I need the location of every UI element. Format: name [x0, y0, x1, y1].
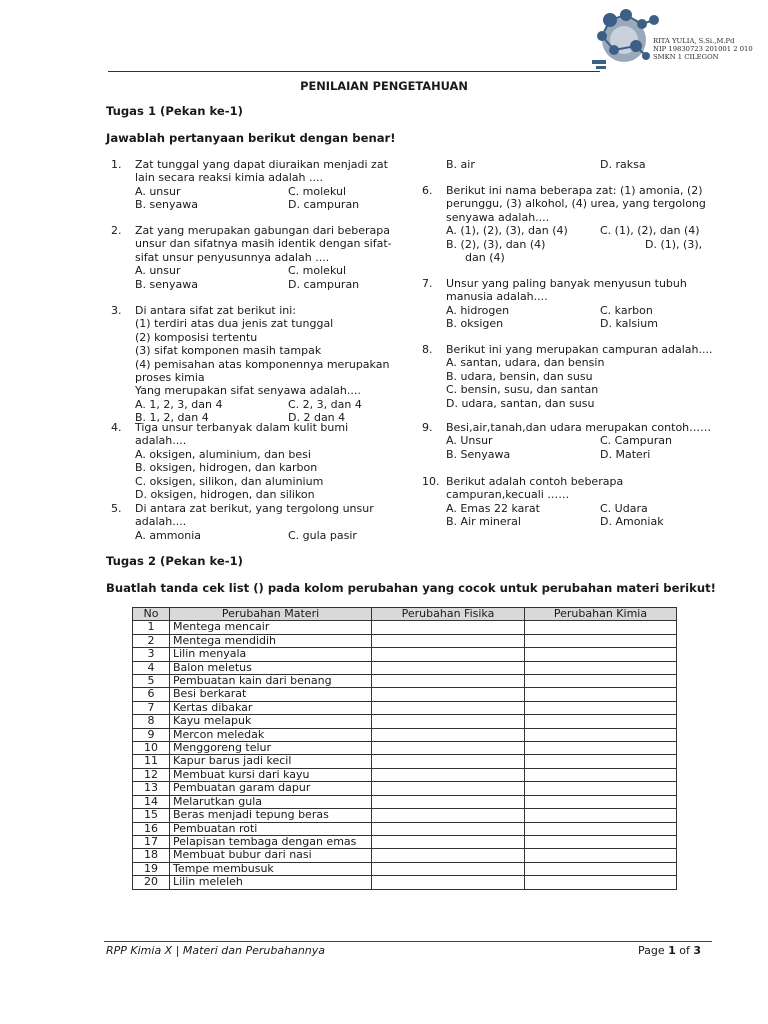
footer-doc-title: RPP Kimia X | Materi dan Perubahannya	[106, 944, 326, 957]
question-text: perunggu, (3) alkohol, (4) urea, yang tergolong	[446, 197, 706, 211]
option-b: B. senyawa	[135, 277, 198, 291]
option-a: A. Emas 22 karat	[446, 501, 540, 515]
table-row	[133, 634, 677, 647]
row-number: 11	[133, 755, 170, 768]
option-d: D. Amoniak	[600, 515, 664, 529]
question-number: 10.	[422, 475, 440, 488]
physical-check-cell[interactable]	[372, 648, 525, 661]
option-a: A. ammonia	[135, 528, 201, 542]
table-row	[133, 755, 677, 768]
row-number: 4	[133, 661, 170, 674]
chemical-check-cell[interactable]	[525, 728, 677, 741]
option-c: C. Udara	[600, 501, 648, 515]
table-row	[133, 822, 677, 835]
question-text: senyawa adalah....	[446, 210, 550, 224]
row-number: 3	[133, 648, 170, 661]
option-b: B. oksigen, hidrogen, dan karbon	[135, 461, 318, 475]
chemical-check-cell[interactable]	[525, 701, 677, 714]
question-text: (4) pemisahan atas komponennya merupakan	[135, 357, 390, 371]
row-number: 12	[133, 768, 170, 781]
chemical-check-cell[interactable]	[525, 634, 677, 647]
question-number: 9.	[422, 421, 433, 434]
question-text: Berikut ini nama beberapa zat: (1) amonia, (2)	[446, 184, 703, 197]
question-text: Besi,air,tanah,dan udara merupakan contoh……	[446, 421, 712, 434]
physical-check-cell[interactable]	[372, 728, 525, 741]
option-c: C. bensin, susu, dan santan	[446, 383, 599, 397]
table-row	[133, 648, 677, 661]
option-d: D. Materi	[600, 447, 651, 461]
row-number: 5	[133, 675, 170, 688]
page-of: of	[679, 944, 690, 957]
question-number: 5.	[111, 502, 122, 515]
table-row	[133, 862, 677, 875]
question-number: 3.	[111, 304, 122, 317]
question-number: 2.	[111, 224, 122, 237]
option-d: D. udara, santan, dan susu	[446, 396, 595, 410]
row-change-name: Menggoreng telur	[170, 742, 372, 755]
column-header-change: Perubahan Materi	[170, 608, 372, 621]
chemical-check-cell[interactable]	[525, 648, 677, 661]
page-indicator	[638, 944, 701, 957]
option-a: A. oksigen, aluminium, dan besi	[135, 447, 311, 461]
option-c: C. oksigen, silikon, dan aluminium	[135, 474, 324, 488]
physical-check-cell[interactable]	[372, 782, 525, 795]
page-label: Page	[638, 944, 665, 957]
option-c: C. molekul	[288, 184, 347, 198]
table-row	[133, 782, 677, 795]
question-text: Zat tunggal yang dapat diuraikan menjadi zat	[135, 158, 388, 171]
option-d-continued: dan (4)	[465, 250, 505, 264]
question-text: sifat unsur penyusunnya adalah ....	[135, 250, 330, 264]
question-text: lain secara reaksi kimia adalah ....	[135, 171, 323, 185]
chemical-check-cell[interactable]	[525, 661, 677, 674]
question-text: Yang merupakan sifat senyawa adalah....	[135, 384, 361, 398]
physical-check-cell[interactable]	[372, 768, 525, 781]
option-a: A. santan, udara, dan bensin	[446, 356, 605, 370]
row-number: 14	[133, 795, 170, 808]
row-change-name: Pembuatan garam dapur	[170, 782, 372, 795]
option-a: A. (1), (2), (3), dan (4)	[446, 224, 568, 238]
row-change-name: Tempe membusuk	[170, 862, 372, 875]
option-d: D. campuran	[288, 198, 360, 212]
checklist-table	[132, 607, 677, 890]
author-info	[653, 37, 753, 61]
column-header-physical: Perubahan Fisika	[372, 608, 525, 621]
physical-check-cell[interactable]	[372, 876, 525, 889]
row-change-name: Membuat bubur dari nasi	[170, 849, 372, 862]
option-d: D. (1), (3),	[645, 237, 703, 251]
question-text: (2) komposisi tertentu	[135, 330, 258, 344]
question-text: Zat yang merupakan gabungan dari beberapa	[135, 224, 390, 237]
table-row	[133, 661, 677, 674]
row-change-name: Beras menjadi tepung beras	[170, 809, 372, 822]
chemical-check-cell[interactable]	[525, 795, 677, 808]
question-text: unsur dan sifatnya masih identik dengan sifat-	[135, 237, 392, 251]
physical-check-cell[interactable]	[372, 661, 525, 674]
task2-heading: Tugas 2 (Pekan ke-1)	[106, 554, 243, 568]
row-change-name: Balon meletus	[170, 661, 372, 674]
author-name: RITA YULIA, S.Si.,M.Pd	[653, 37, 735, 45]
school-logo	[588, 6, 660, 74]
table-row	[133, 621, 677, 634]
option-d: D. 2 dan 4	[288, 411, 346, 425]
chemical-check-cell[interactable]	[525, 782, 677, 795]
question-text: adalah....	[135, 434, 187, 448]
table-row	[133, 701, 677, 714]
option-a: A. 1, 2, 3, dan 4	[135, 397, 223, 411]
option-a: A. unsur	[135, 184, 181, 198]
question-number: 1.	[111, 158, 122, 171]
physical-check-cell[interactable]	[372, 621, 525, 634]
q5-option-b: B. air	[446, 158, 475, 171]
row-change-name: Kayu melapuk	[170, 715, 372, 728]
question-text: manusia adalah....	[446, 290, 548, 304]
row-number: 15	[133, 809, 170, 822]
row-change-name: Kertas dibakar	[170, 701, 372, 714]
physical-check-cell[interactable]	[372, 835, 525, 848]
chemical-check-cell[interactable]	[525, 862, 677, 875]
option-b: B. senyawa	[135, 198, 198, 212]
row-change-name: Pembuatan roti	[170, 822, 372, 835]
option-d: D. kalsium	[600, 317, 658, 331]
row-change-name: Pembuatan kain dari benang	[170, 675, 372, 688]
row-change-name: Mentega mencair	[170, 621, 372, 634]
chemical-check-cell[interactable]	[525, 715, 677, 728]
option-c: C. gula pasir	[288, 528, 357, 542]
row-change-name: Mentega mendidih	[170, 634, 372, 647]
table-row	[133, 835, 677, 848]
question-text: Tiga unsur terbanyak dalam kulit bumi	[135, 421, 349, 434]
option-a: A. unsur	[135, 264, 181, 278]
question-text: Berikut adalah contoh beberapa	[446, 475, 624, 488]
page-title: PENILAIAN PENGETAHUAN	[300, 79, 468, 93]
author-school: SMKN 1 CILEGON	[653, 53, 719, 61]
physical-check-cell[interactable]	[372, 675, 525, 688]
option-c: C. 2, 3, dan 4	[288, 397, 362, 411]
table-row	[133, 795, 677, 808]
question-text: (3) sifat komponen masih tampak	[135, 344, 322, 358]
row-number: 20	[133, 876, 170, 889]
question-text: Berikut ini yang merupakan campuran adalah....	[446, 343, 713, 356]
task1-heading: Tugas 1 (Pekan ke-1)	[106, 104, 243, 118]
option-c: C. molekul	[288, 264, 347, 278]
physical-check-cell[interactable]	[372, 715, 525, 728]
q5-option-d: D. raksa	[600, 158, 646, 171]
option-c: C. Campuran	[600, 434, 672, 448]
question-text: adalah....	[135, 515, 187, 529]
question-number: 6.	[422, 184, 433, 197]
row-number: 9	[133, 728, 170, 741]
physical-check-cell[interactable]	[372, 701, 525, 714]
task1-instruction: Jawablah pertanyaan berikut dengan benar!	[106, 131, 396, 145]
chemical-check-cell[interactable]	[525, 849, 677, 862]
row-change-name: Mercon meledak	[170, 728, 372, 741]
option-c: C. karbon	[600, 303, 653, 317]
chemical-check-cell[interactable]	[525, 621, 677, 634]
question-text: campuran,kecuali ……	[446, 488, 570, 502]
header-rule	[108, 71, 600, 72]
table-header-row	[133, 608, 677, 621]
physical-check-cell[interactable]	[372, 809, 525, 822]
physical-check-cell[interactable]	[372, 822, 525, 835]
page-total: 3	[693, 944, 702, 957]
physical-check-cell[interactable]	[372, 849, 525, 862]
column-header-no: No	[133, 608, 170, 621]
chemical-check-cell[interactable]	[525, 876, 677, 889]
option-b: B. 1, 2, dan 4	[135, 411, 209, 425]
page-current: 1	[668, 944, 676, 957]
physical-check-cell[interactable]	[372, 688, 525, 701]
question-text: Unsur yang paling banyak menyusun tubuh	[446, 277, 687, 290]
physical-check-cell[interactable]	[372, 862, 525, 875]
physical-check-cell[interactable]	[372, 742, 525, 755]
physical-check-cell[interactable]	[372, 795, 525, 808]
option-b: B. Air mineral	[446, 515, 521, 529]
option-c: C. (1), (2), dan (4)	[600, 224, 700, 238]
row-number: 17	[133, 835, 170, 848]
option-a: A. hidrogen	[446, 303, 510, 317]
option-a: A. Unsur	[446, 434, 493, 448]
chemical-check-cell[interactable]	[525, 809, 677, 822]
task2-instruction: Buatlah tanda cek list () pada kolom perubahan yang cocok untuk perubahan materi berikut!	[106, 581, 716, 595]
table-row	[133, 768, 677, 781]
question-text: Di antara sifat zat berikut ini:	[135, 304, 297, 317]
option-d: D. campuran	[288, 277, 360, 291]
table-row	[133, 809, 677, 822]
question-number: 4.	[111, 421, 122, 434]
row-change-name: Besi berkarat	[170, 688, 372, 701]
row-number: 16	[133, 822, 170, 835]
question-text: Di antara zat berikut, yang tergolong unsur	[135, 502, 374, 515]
row-change-name: Kapur barus jadi kecil	[170, 755, 372, 768]
table-row	[133, 876, 677, 889]
table-row	[133, 715, 677, 728]
question-number: 8.	[422, 343, 433, 356]
option-d: D. oksigen, hidrogen, dan silikon	[135, 487, 315, 501]
chemical-check-cell[interactable]	[525, 822, 677, 835]
question-number: 7.	[422, 277, 433, 290]
chemical-check-cell[interactable]	[525, 688, 677, 701]
row-number: 18	[133, 849, 170, 862]
chemical-check-cell[interactable]	[525, 742, 677, 755]
table-body	[133, 621, 677, 889]
option-b: B. (2), (3), dan (4)	[446, 237, 546, 251]
row-change-name: Pelapisan tembaga dengan emas	[170, 835, 372, 848]
row-number: 7	[133, 701, 170, 714]
row-number: 2	[133, 634, 170, 647]
footer-rule	[104, 941, 712, 942]
column-header-chemical: Perubahan Kimia	[525, 608, 677, 621]
chemical-check-cell[interactable]	[525, 835, 677, 848]
row-number: 6	[133, 688, 170, 701]
row-change-name: Lilin meleleh	[170, 876, 372, 889]
chemical-check-cell[interactable]	[525, 768, 677, 781]
row-number: 8	[133, 715, 170, 728]
physical-check-cell[interactable]	[372, 634, 525, 647]
author-nip: NIP 19830723 201001 2 010	[653, 45, 753, 53]
table-row	[133, 688, 677, 701]
question-text: (1) terdiri atas dua jenis zat tunggal	[135, 317, 334, 331]
row-number: 10	[133, 742, 170, 755]
question-text: proses kimia	[135, 370, 205, 384]
option-b: B. oksigen	[446, 317, 504, 331]
table-row	[133, 742, 677, 755]
option-b: B. udara, bensin, dan susu	[446, 369, 593, 383]
table-row	[133, 675, 677, 688]
row-change-name: Lilin menyala	[170, 648, 372, 661]
table-row	[133, 849, 677, 862]
chemical-check-cell[interactable]	[525, 675, 677, 688]
row-number: 13	[133, 782, 170, 795]
chemical-check-cell[interactable]	[525, 755, 677, 768]
row-change-name: Melarutkan gula	[170, 795, 372, 808]
option-b: B. Senyawa	[446, 447, 511, 461]
row-number: 1	[133, 621, 170, 634]
table-row	[133, 728, 677, 741]
physical-check-cell[interactable]	[372, 755, 525, 768]
row-change-name: Membuat kursi dari kayu	[170, 768, 372, 781]
row-number: 19	[133, 862, 170, 875]
